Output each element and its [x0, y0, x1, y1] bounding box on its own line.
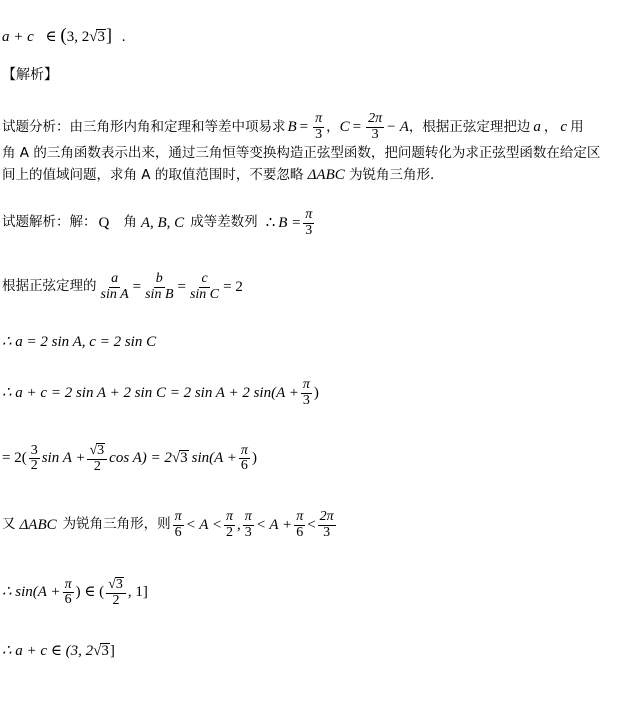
analysis-heading: 【解析】 [2, 67, 58, 83]
var-c: c [560, 119, 568, 135]
numerator: π [244, 509, 252, 524]
interval-end: , 1] [127, 584, 148, 601]
text-acute-triangle: 为锐角三角形，则 [62, 516, 171, 533]
solution-text-1: 角 [123, 214, 137, 231]
var-C: C [339, 119, 350, 135]
fraction-3-over-2 [29, 444, 40, 474]
numerator: b [155, 271, 163, 286]
equals: = [352, 119, 362, 135]
numerator: π [315, 110, 323, 126]
less-than: < [307, 516, 316, 533]
solution-label: 试题解析：解： [2, 214, 97, 231]
less-than-A-less-than: < A < [185, 516, 223, 533]
right-paren: ) [251, 450, 257, 467]
denominator: sin C [189, 286, 220, 302]
equals: = [177, 278, 186, 295]
denominator: 2 [30, 458, 38, 474]
numerator: π [240, 442, 248, 458]
triangle-abc: ΔABC [307, 167, 345, 183]
fraction-pi-over-6 [239, 444, 250, 474]
fraction-root3-over-2 [87, 443, 107, 474]
analysis-label: 试题分析： [2, 119, 70, 135]
radicand: 3 [180, 450, 188, 467]
fraction-a-over-sinA [99, 272, 131, 302]
analysis-text-1: 由三角形内角和定理和等差中项易求 [69, 119, 286, 135]
denominator: 2 [226, 524, 234, 540]
sine-law-line [2, 272, 243, 302]
comma: , [237, 516, 241, 533]
radicand: 3 [115, 577, 123, 592]
equation-6-lhs: ∴ a + c ∈ (3, 2 [2, 643, 94, 659]
triangle-abc: ΔABC [19, 516, 57, 533]
sine-law-text: 根据正弦定理的 [2, 278, 97, 295]
denominator: sin B [145, 286, 174, 302]
interval-value: 3, 2 [66, 29, 90, 45]
numerator: π [64, 576, 72, 592]
numerator: a [111, 271, 119, 286]
numerator: 3 [30, 442, 38, 458]
fraction-pi-over-3 [243, 510, 254, 540]
denominator: 6 [296, 524, 304, 540]
analysis-text-2: ，根据正弦定理把边 [408, 119, 531, 135]
left-paren: ( [60, 25, 67, 46]
analysis-paragraph [2, 112, 628, 186]
angles-abc: A, B, C [140, 214, 185, 231]
fraction-pi-over-3 [313, 112, 324, 142]
denominator: 6 [240, 458, 248, 474]
analysis-text-3: 用 [570, 119, 584, 135]
fraction-pi-over-6 [294, 510, 305, 540]
radicand: 3 [101, 643, 109, 659]
fraction-pi-over-3 [301, 378, 312, 408]
numerator: π [296, 509, 304, 524]
denominator: 3 [302, 392, 310, 408]
denominator: 6 [64, 592, 72, 608]
denominator: 3 [305, 222, 313, 238]
solution-line [2, 208, 316, 238]
equals-two: = 2 [223, 278, 243, 295]
numerator: π [305, 207, 313, 222]
minus-A: − A [386, 119, 409, 135]
fraction-pi-over-2 [224, 510, 235, 540]
sqrt-symbol: √ [93, 643, 102, 659]
therefore-symbol: ∴ [265, 214, 276, 231]
equation-3-part-2: sin A + [41, 450, 86, 467]
fraction-pi-over-6 [173, 510, 184, 540]
period: . [121, 29, 126, 45]
fraction-root3-over-2 [106, 577, 126, 608]
fraction-pi-over-3 [303, 208, 314, 238]
var-a: a [533, 119, 541, 135]
because-symbol: Q [98, 214, 110, 231]
numerator: π [226, 509, 234, 524]
numerator: π [302, 377, 310, 392]
denominator: 2 [93, 458, 101, 474]
equation-4 [2, 510, 338, 540]
equation-2-lhs: ∴ a + c = 2 sin A + 2 sin C = 2 sin A + 2 sin(A + [2, 384, 299, 401]
equation-1: ∴ a = 2 sin A, c = 2 sin C [2, 334, 157, 350]
denominator: 2 [112, 592, 120, 608]
analysis-line-2: 角 A 的三角函数表示出来，通过三角恒等变换构造正弦型函数，把问题转化为求正弦型函数在给定区 [2, 145, 601, 161]
equation-5 [2, 577, 148, 608]
equation-3-part-4: sin(A + [191, 450, 237, 467]
equation-6 [2, 643, 115, 660]
less-than-A-plus: < A + [255, 516, 293, 533]
sqrt-symbol: √ [89, 29, 98, 45]
comma: ， [543, 119, 558, 135]
B-equals: B = [278, 214, 302, 231]
numerator: c [201, 271, 208, 286]
equals: = [132, 278, 142, 295]
numerator: 2π [368, 110, 383, 126]
comma: ， [326, 119, 340, 135]
analysis-text-4: 间上的值域问题，求角 A 的取值范围时，不要忽略 [2, 167, 304, 183]
element-of-open: ) ∈ ( [75, 584, 105, 601]
result-line [2, 26, 125, 46]
numerator: 2π [319, 509, 334, 524]
denominator: 3 [244, 524, 252, 540]
element-of-symbol: ∈ [45, 29, 57, 45]
denominator: 3 [323, 524, 331, 540]
numerator: π [174, 509, 182, 524]
sqrt-symbol: √ [108, 577, 116, 592]
var-B: B [287, 119, 297, 135]
right-bracket: ] [105, 25, 112, 45]
radicand: 3 [97, 29, 105, 45]
radicand: 3 [97, 443, 105, 458]
equation-2 [2, 378, 319, 408]
sqrt-symbol: √ [171, 450, 181, 467]
denominator: 3 [315, 126, 323, 142]
equals: = [299, 119, 309, 135]
equation-5-lhs: ∴ sin(A + [2, 584, 61, 601]
fraction-pi-over-6 [63, 578, 74, 608]
analysis-line-3 [2, 164, 628, 186]
equation-3-part-3: cos A) = 2 [109, 450, 172, 467]
denominator: sin A [100, 286, 129, 302]
sqrt-symbol: √ [89, 443, 98, 458]
right-paren: ) [313, 384, 319, 401]
analysis-text-5: 为锐角三角形． [349, 167, 444, 183]
analysis-line-1 [2, 112, 628, 142]
fraction-2pi-over-3 [366, 112, 384, 142]
equation-3 [2, 443, 257, 474]
fraction-c-over-sinC [188, 272, 221, 302]
denominator: 6 [174, 524, 182, 540]
equation-3-part-1: = 2( [2, 450, 27, 467]
text-also: 又 [2, 516, 16, 533]
expr-a-plus-c: a + c [2, 29, 34, 45]
denominator: 3 [371, 126, 379, 142]
solution-text-2: 成等差数列 [190, 214, 258, 231]
fraction-2pi-over-3 [318, 510, 336, 540]
fraction-b-over-sinB [143, 272, 175, 302]
interval-end: ] [109, 643, 115, 659]
